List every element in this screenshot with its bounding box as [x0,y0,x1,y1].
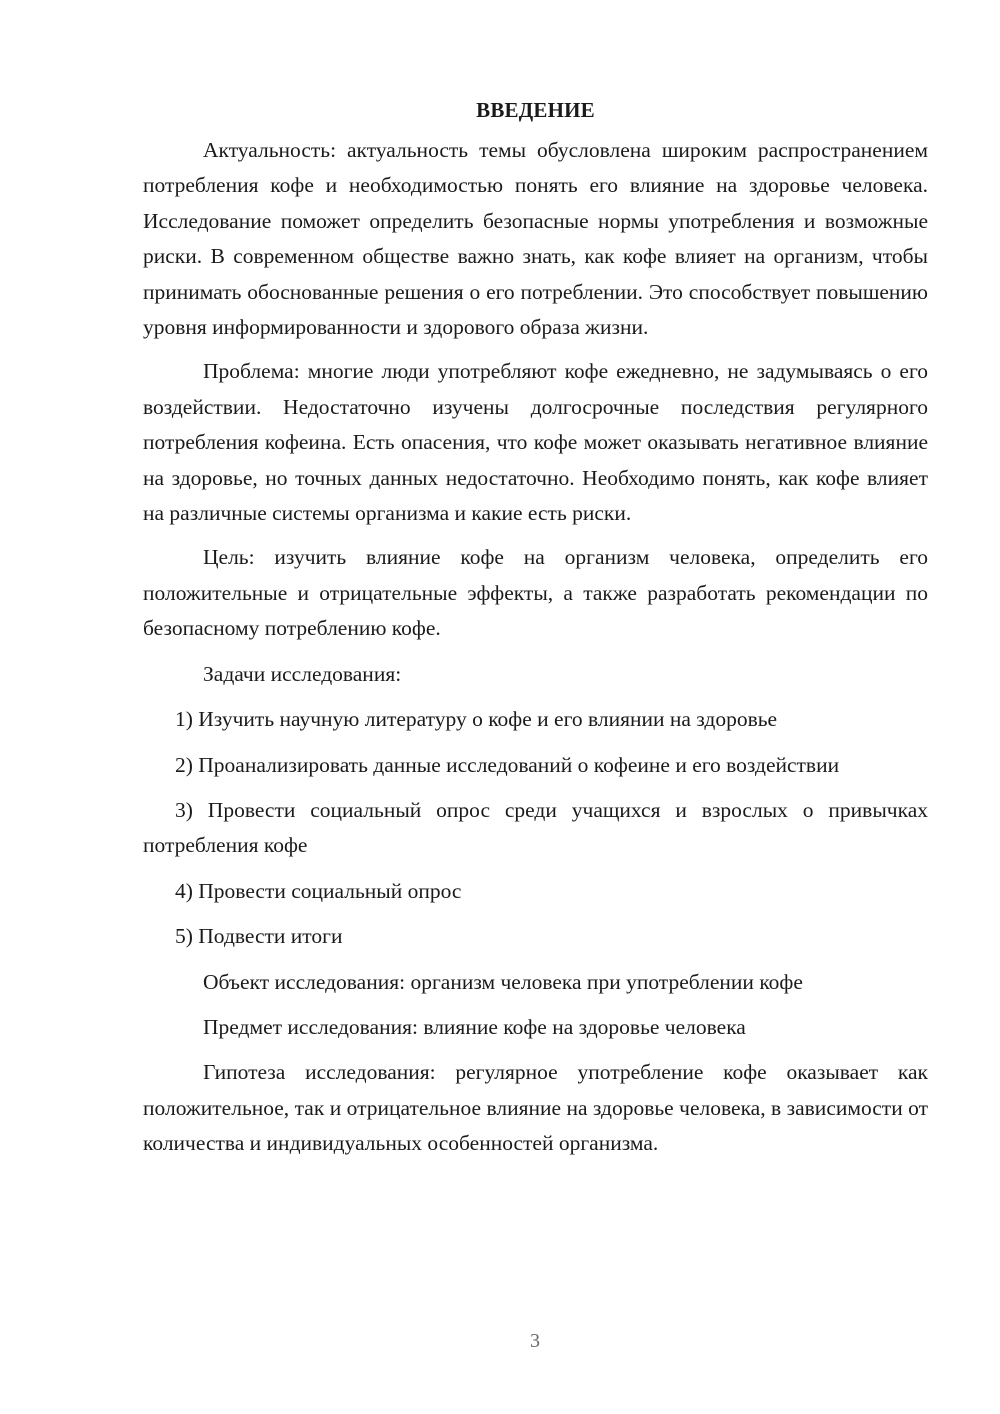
document-page [143,95,928,1162]
page-title: ВВЕДЕНИЕ [476,98,595,122]
task-item-4: 4) Провести социальный опрос [175,878,462,903]
paragraph-relevance: Актуальность: актуальность темы обусловлена широким распространением потребления кофе и необходимостью понять его влияние на здоровье человека. Исследование поможет определить безопасные нормы употребления и возможные риски. В современном обществе важно знать, как кофе влияет на организм, чтобы принимать обоснованные решения о его потреблении. Это способствует повышению уровня информированности и здорового образа жизни. [143,138,928,340]
task-item-2: 2) Проанализировать данные исследований о кофеине и его воздействии [175,752,840,777]
paragraph-hypothesis: Гипотеза исследования: регулярное употребление кофе оказывает как положительное, так и отрицательное влияние на здоровье человека, в зависимости от количества и индивидуальных особенностей организма. [143,1060,928,1156]
paragraph-problem: Проблема: многие люди употребляют кофе ежедневно, не задумываясь о его воздействии. Недостаточно изучены долгосрочные последствия регулярного потребления кофеина. Есть опасения, что кофе может оказывать негативное влияние на здоровье, но точных данных недостаточно. Необходимо понять, как кофе влияет на различные системы организма и какие есть риски. [143,359,928,526]
research-subject: Предмет исследования: влияние кофе на здоровье человека [203,1014,746,1039]
task-item-1: 1) Изучить научную литературу о кофе и его влиянии на здоровье [175,707,778,732]
tasks-heading: Задачи исследования: [203,661,402,686]
research-object: Объект исследования: организм человека при употреблении кофе [203,969,803,994]
paragraph-goal: Цель: изучить влияние кофе на организм человека, определить его положительные и отрицательные эффекты, а также разработать рекомендации по безопасному потреблению кофе. [143,545,928,641]
task-item-5: 5) Подвести итоги [175,924,343,949]
page-number: 3 [530,1330,540,1352]
task-item-3: 3) Провести социальный опрос среди учащихся и взрослых о привычках потребления кофе [143,797,928,858]
